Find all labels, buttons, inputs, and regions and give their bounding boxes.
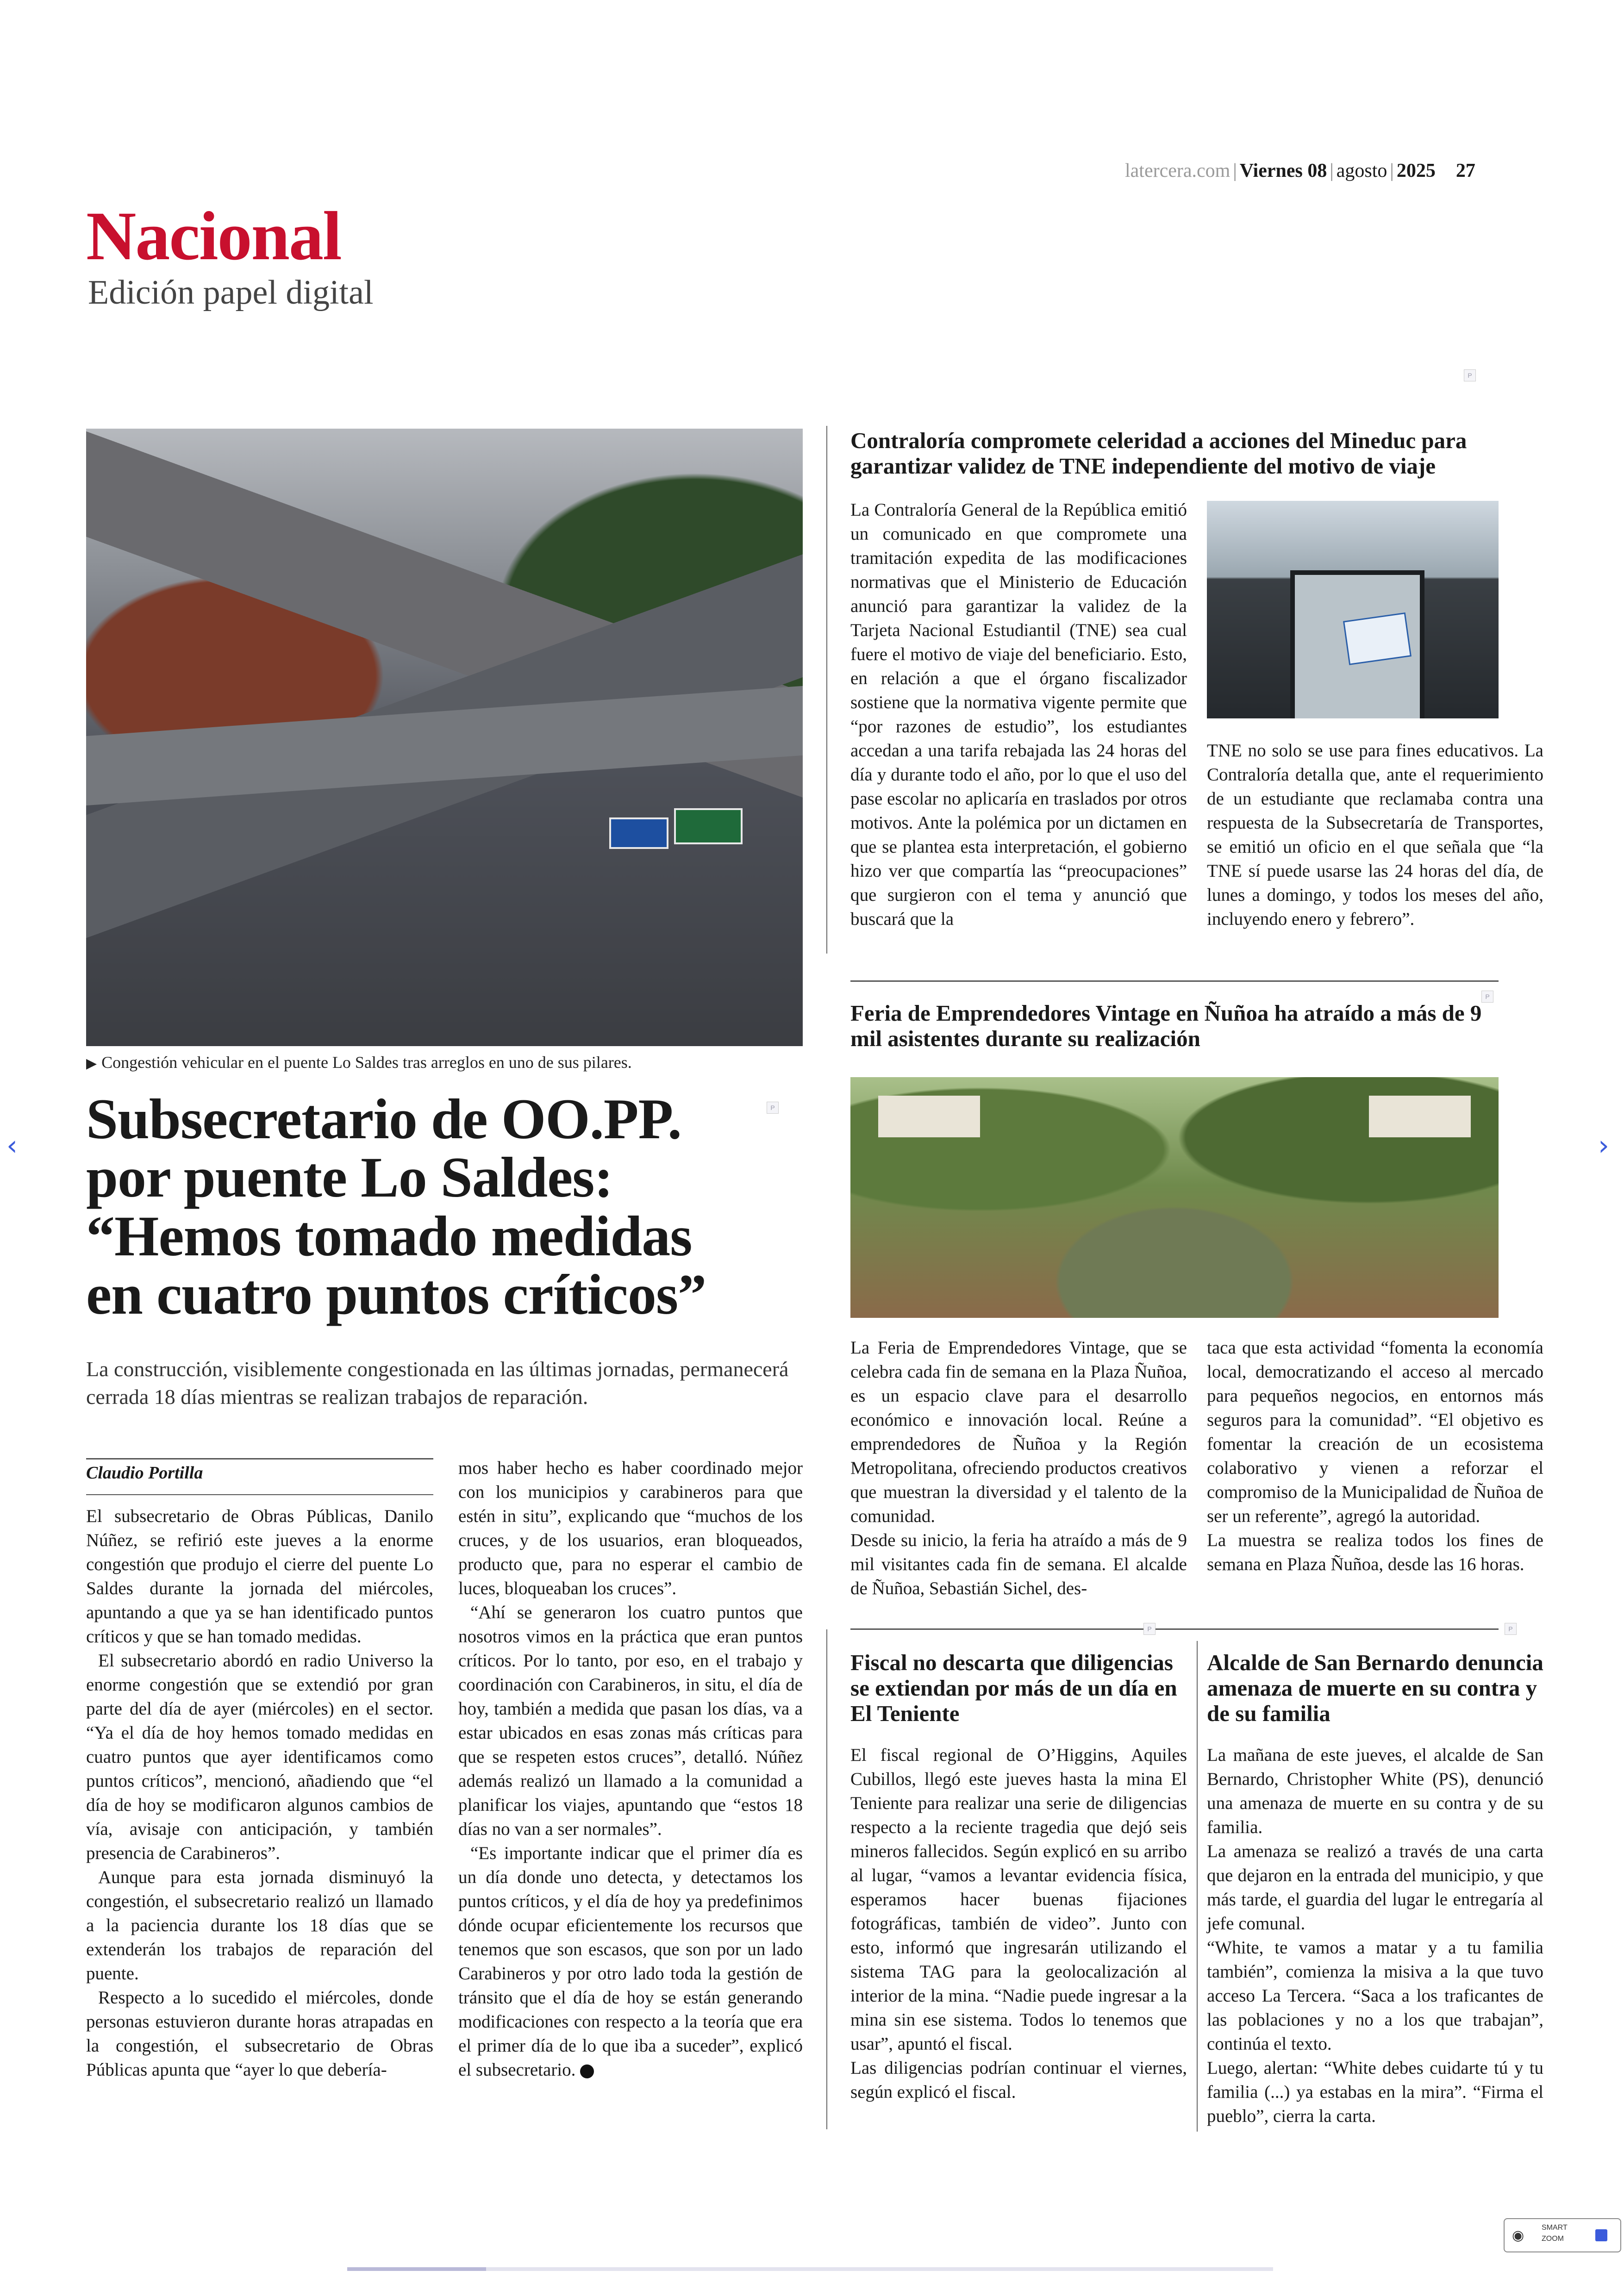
paragraph: La Feria de Emprendedores Vintage, que se celebra cada fin de semana en la Plaza Ñuñoa, es un espacio clave para el desarrollo económico e innovación local. Reúne a emprendedores de Ñuñoa y la Región Metropolitana, ofreciendo productos creativos que muestran la diversidad y el talento de la comunidad. [850,1338,1187,1526]
chevron-right-icon[interactable]: › [1598,1129,1609,1162]
paragraph: El subsecretario de Obras Públicas, Danilo Núñez, se refirió este jueves a la enorme congestión que produjo el cierre del puente Lo Saldes durante la jornada del miércoles, apuntando a que ya se han identificado puntos críticos y que se han tomado medidas. [86,1506,433,1646]
main-dek: La construcción, visiblemente congestionada en las últimas jornadas, permanecerá cerrada 18 días mientras se realizan trabajos de reparación. [86,1357,789,1409]
traffic-photo [86,429,803,1046]
tne-card-shape [1343,612,1412,665]
divider [850,980,1499,982]
article-marker-icon[interactable]: P [1464,369,1476,381]
caption-text: Congestión vehicular en el puente Lo Saldes tras arreglos en uno de sus pilares. [101,1053,632,1072]
article-marker-icon[interactable]: P [1505,1623,1517,1635]
photo-caption [86,1052,803,1073]
paragraph: Luego, alertan: “White debes cuidarte tú y tu familia (...) ya estabas en la mira”. “Firma el pueblo”, cierra la carta. [1207,2058,1543,2126]
paragraph: Respecto a lo sucedido el miércoles, donde personas estuvieron durante horas atrapadas en la congestión, el subsecretario de Obras Públicas apunta que “ayer lo que debería- [86,1987,433,2080]
article-marker-icon[interactable]: P [1481,991,1493,1003]
paragraph: El subsecretario abordó en radio Universo la enorme congestión que se extendió por gran parte del día de ayer (miércoles) en el sector. “Ya el día de hoy hemos tomado medidas en cuatro puntos que ayer identificamos como puntos críticos”, mencionó, añadiendo que “el día de hoy se modificaron algunos cambios de vía, avisaje con anticipación, y también presencia de Carabineros”. [86,1650,433,1863]
article-marker-icon[interactable]: P [767,1102,779,1114]
paragraph: TNE no solo se use para fines educativos. La Contraloría detalla que, ante el requerimiento de un estudiante que reclamaba contra una respuesta de la Subsecretaría de Transportes, se emitió un oficio en el que señala que “la TNE sí puede usarse las 24 horas del día, de lunes a domingo, y todos los meses del año, incluyendo enero y febrero”. [1207,741,1543,929]
column-divider [826,1629,827,2129]
paragraph: Desde su inicio, la feria ha atraído a más de 9 mil visitantes cada fin de semana. El alcalde de Ñuñoa, Sebastián Sichel, des- [850,1530,1187,1598]
column-divider [826,426,827,954]
masthead: latercera.com | Viernes 08 | agosto | 2025 27 [1125,160,1475,181]
caption-arrow-icon: ▶ [86,1056,97,1071]
divider [850,1628,1499,1630]
smart-zoom-label: ZOOM [1542,2235,1564,2243]
fiscal-headline: Fiscal no descarta que diligencias se extiendan por más de un día en El Teniente [850,1650,1177,1726]
headline-line: Subsecretario de OO.PP. [86,1087,681,1151]
alcalde-column [1207,1743,1543,2128]
site-name: latercera.com [1125,160,1230,181]
paragraph: taca que esta actividad “fomenta la economía local, democratizando el acceso al mercado para pequeños negocios, en entornos más seguros para la comunidad”. “El objetivo es fomentar la creación de un ecosistema colaborativo y vienen a reforzar el compromiso de la Municipalidad de Ñuñoa de ser un referente”, agregó la autoridad. [1207,1338,1543,1526]
road-sign [674,808,743,844]
paragraph: Las diligencias podrían continuar el viernes, según explicó el fiscal. [850,2058,1187,2102]
paragraph: El fiscal regional de O’Higgins, Aquiles Cubillos, llegó este jueves hasta la mina El Teniente para realizar una serie de diligencias respecto a la reciente tragedia que dejó seis mineros fallecidos. Según explicó en su arribo al lugar, “vamos a levantar evidencia física, esperamos hacer buenas fijaciones fotográficas, también de video”. Junto con esto, informó que ingresarán utilizando el sistema TAG para la geolocalización al interior de la mina. “Nadie puede ingresar a la mina sin ese sistema. Todos lo tenemos que usar”, apuntó el fiscal. [850,1745,1187,2054]
section-title: Nacional [86,198,341,274]
feria-column-1 [850,1336,1187,1601]
main-headline [86,1087,803,1327]
paragraph: La muestra se realiza todos los fines de semana en Plaza Ñuñoa, desde las 16 horas. [1207,1530,1543,1574]
paragraph [458,1841,803,2082]
chevron-left-icon[interactable]: ‹ [6,1129,18,1162]
divider [86,1458,433,1459]
tne-column-2 [1207,739,1543,931]
divider [86,1494,433,1495]
paragraph: Aunque para esta jornada disminuyó la congestión, el subsecretario realizó un llamado a la paciencia durante los 18 días que se extenderán los trabajos de reparación del puente. [86,1867,433,1983]
alcalde-headline: Alcalde de San Bernardo denuncia amenaza de muerte en su contra y de su familia [1207,1650,1543,1726]
progress-fill [347,2267,486,2271]
paragraph: La mañana de este jueves, el alcalde de San Bernardo, Christopher White (PS), denunció una amenaza de muerte en su contra y de su familia. [1207,1745,1543,1837]
byline: Claudio Portilla [86,1463,203,1483]
tent-shape [878,1096,980,1137]
headline-line: por puente Lo Saldes: [86,1146,613,1210]
feria-headline: Feria de Emprendedores Vintage en Ñuñoa ha atraído a más de 9 mil asistentes durante su realización [850,1000,1482,1051]
paragraph: “White, te vamos a matar y a tu familia también”, comienza la misiva a la que tuvo acceso La Tercera. “Saca a los traficantes de las poblaciones y no a los que trabajan”, continúa el texto. [1207,1937,1543,2054]
month: agosto [1336,160,1387,181]
main-column-2 [458,1456,803,2082]
tent-shape [1369,1096,1471,1137]
tne-column-1 [850,498,1187,931]
main-column-1 [86,1504,433,2082]
road-sign [609,817,668,849]
year: 2025 [1396,160,1436,181]
section-subtitle: Edición papel digital [88,274,374,312]
tne-photo [1207,501,1499,718]
headline-line: en cuatro puntos críticos” [86,1263,706,1327]
paragraph: mos haber hecho es haber coordinado mejor con los municipios y carabineros para que estén in situ”, explicando que “muchos de los cruces, y de los usuarios, eran bloqueados, producto que, para no esperar el cambio de luces, bloqueaban los cruces”. [458,1458,803,1598]
article-marker-icon[interactable]: P [1143,1623,1156,1635]
column-divider [1197,1641,1198,2132]
zoom-badge-icon [1595,2229,1607,2241]
bridge-shape [86,686,803,805]
paragraph: La amenaza se realizó a través de una carta que dejaron en la entrada del municipio, y que más tarde, el guardia del lugar le entregaría al jefe comunal. [1207,1841,1543,1933]
paragraph-text: “Es importante indicar que el primer día es un día donde uno detecta, y detectamos los puntos críticos, y el día de hoy ya predefinimos dónde ocupar eficientemente los recursos que tenemos que son escasos, que son por un lado Carabineros y por otro lado toda la gestión de tránsito que el día de hoy se están generando modificaciones con respecto a la teoría que era el primer día de lo que iba a suceder”, explicó el subsecretario. [458,1843,803,2080]
paragraph: La Contraloría General de la República emitió un comunicado en que compromete una tramitación expedita de las modificaciones normativas que el Ministerio de Educación anunció para garantizar la validez de la Tarjeta Nacional Estudiantil (TNE) sea cual fuere el motivo de viaje del beneficiario. Esto, en relación a que el órgano fiscalizador sostiene que la normativa vigente permite que “por razones de estudio”, los estudiantes accedan a una tarifa rebajada las 24 horas del día y durante todo el año, por lo que el uso del pase escolar no aplicaría en traslados por otros motivos. Ante la polémica por un dictamen en que se plantea esta interpretación, el gobierno hizo ver que compartía las “preocupaciones” que surgieron con el tema y anunció que buscará que la [850,500,1187,929]
page-number: 27 [1455,160,1475,181]
tne-headline: Contraloría compromete celeridad a acciones del Mineduc para garantizar validez de TNE independiente del motivo de viaje [850,428,1467,479]
feria-photo [850,1077,1499,1318]
smart-zoom-button[interactable] [1504,2218,1621,2252]
weekday: Viernes 08 [1239,160,1327,181]
smart-zoom-label: SMART [1542,2224,1568,2232]
page-progress-bar[interactable] [347,2267,1273,2271]
fiscal-column [850,1743,1187,2104]
paragraph: “Ahí se generaron los cuatro puntos que nosotros vimos en la práctica que eran puntos críticos. Por lo tanto, por eso, en el trabajo y coordinación con Carabineros, in situ, el día de hoy, también a medida que pasan los días, va a estar ubicados en esas zonas más críticas para que se respeten estos cruces”, detalló. Núñez además realizó un llamado a la comunidad a planificar los viajes, apuntando que “estos 18 días no van a ser normales”. [458,1602,803,1839]
eye-icon: ◉ [1512,2228,1524,2243]
feria-column-2 [1207,1336,1543,1577]
end-mark-icon [580,2064,594,2078]
headline-line: “Hemos tomado medidas [86,1204,692,1268]
